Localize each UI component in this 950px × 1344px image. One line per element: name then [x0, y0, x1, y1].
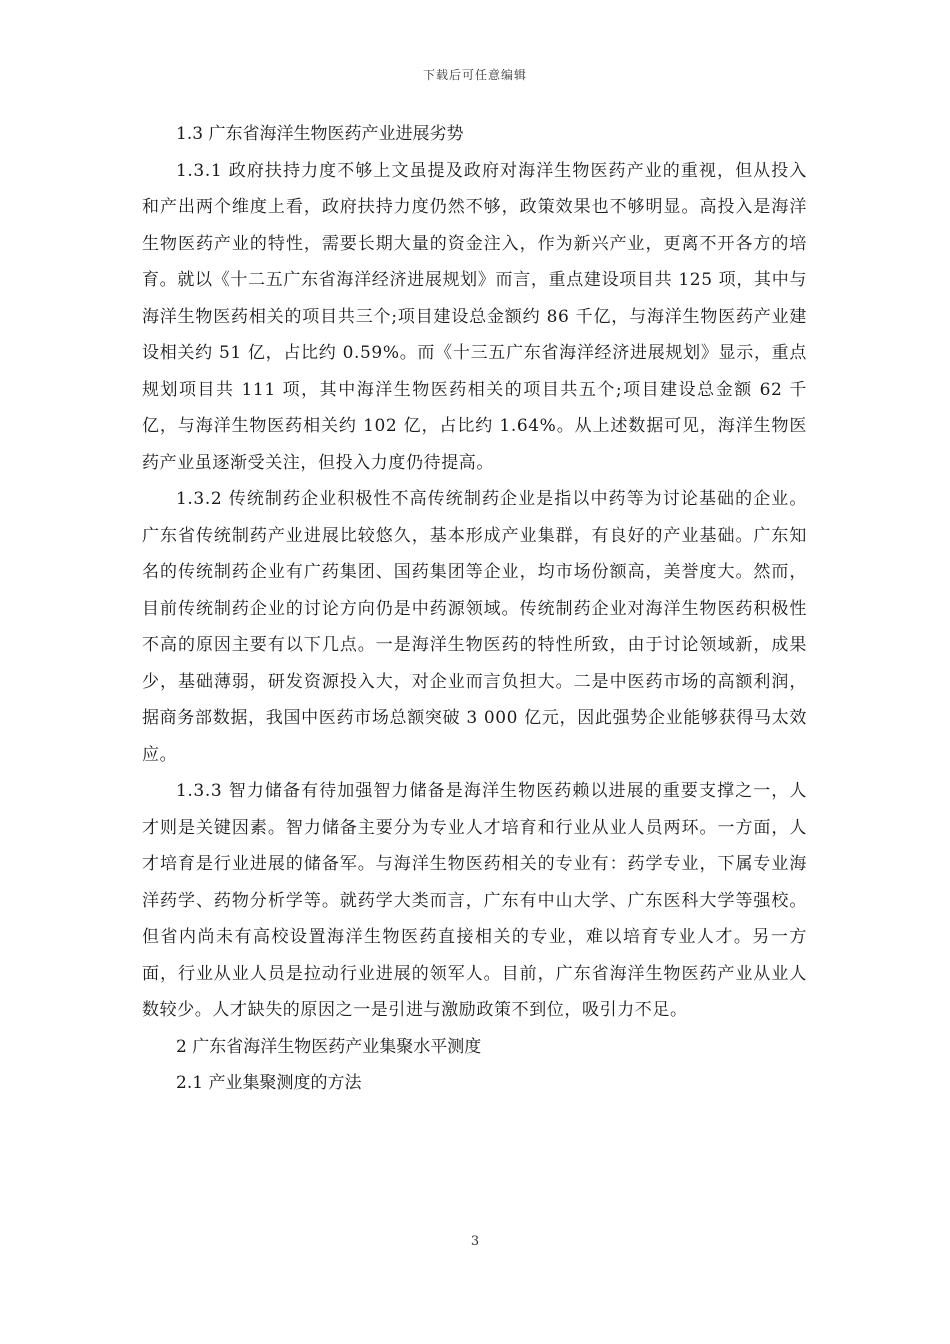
- section-heading-2-1: 2.1 产业集聚测度的方法: [176, 1073, 362, 1093]
- document-body: [142, 116, 807, 1102]
- section-heading-1-3: 1.3 广东省海洋生物医药产业进展劣势: [176, 124, 464, 144]
- paragraph-1-3-2: 1.3.2 传统制药企业积极性不高传统制药企业是指以中药等为讨论基础的企业。广东省传统制药产业进展比较悠久，基本形成产业集群，有良好的产业基础。广东知名的传统制药企业有广药集团、国药集团等企业，均市场份额高，美誉度大。然而，目前传统制药企业的讨论方向仍是中药源领域。传统制药企业对海洋生物医药积极性不高的原因主要有以下几点。一是海洋生物医药的特性所致，由于讨论领域新，成果少，基础薄弱，研发资源投入大，对企业而言负担大。二是中医药市场的高额利润，据商务部数据，我国中医药市场总额突破 3 000 亿元，因此强势企业能够获得马太效应。: [142, 489, 807, 765]
- paragraph-1-3-3: 1.3.3 智力储备有待加强智力储备是海洋生物医药赖以进展的重要支撑之一，人才则是关键因素。智力储备主要分为专业人才培育和行业从业人员两环。一方面，人才培育是行业进展的储备军。与海洋生物医药相关的专业有：药学专业，下属专业海洋药学、药物分析学等。就药学大类而言，广东有中山大学、广东医科大学等强校。但省内尚未有高校设置海洋生物医药直接相关的专业，难以培育专业人才。另一方面，行业从业人员是拉动行业进展的领军人。目前，广东省海洋生物医药产业从业人数较少。人才缺失的原因之一是引进与激励政策不到位，吸引力不足。: [142, 781, 807, 1020]
- section-heading-2: 2 广东省海洋生物医药产业集聚水平测度: [176, 1036, 482, 1057]
- page-number: 3: [470, 1234, 480, 1249]
- header-note: 下载后可任意编辑: [422, 68, 527, 82]
- paragraph-1-3-1: 1.3.1 政府扶持力度不够上文虽提及政府对海洋生物医药产业的重视，但从投入和产出两个维度上看，政府扶持力度仍然不够，政策效果也不够明显。高投入是海洋生物医药产业的特性，需要长期大量的资金注入，作为新兴产业，更离不开各方的培育。就以《十二五广东省海洋经济进展规划》而言，重点建设项目共 125 项，其中与海洋生物医药相关的项目共三个;项目建设总金额约 86 千亿，与海洋生物医药产业建设相关约 51 亿，占比约 0.59%。而《十三五广东省海洋经济进展规划》显示，重点规划项目共 111 项，其中海洋生物医药相关的项目共五个;项目建设总金额 62 千亿，与海洋生物医药相关约 102 亿，占比约 1.64%。从上述数据可见，海洋生物医药产业虽逐渐受关注，但投入力度仍待提高。: [142, 160, 807, 473]
